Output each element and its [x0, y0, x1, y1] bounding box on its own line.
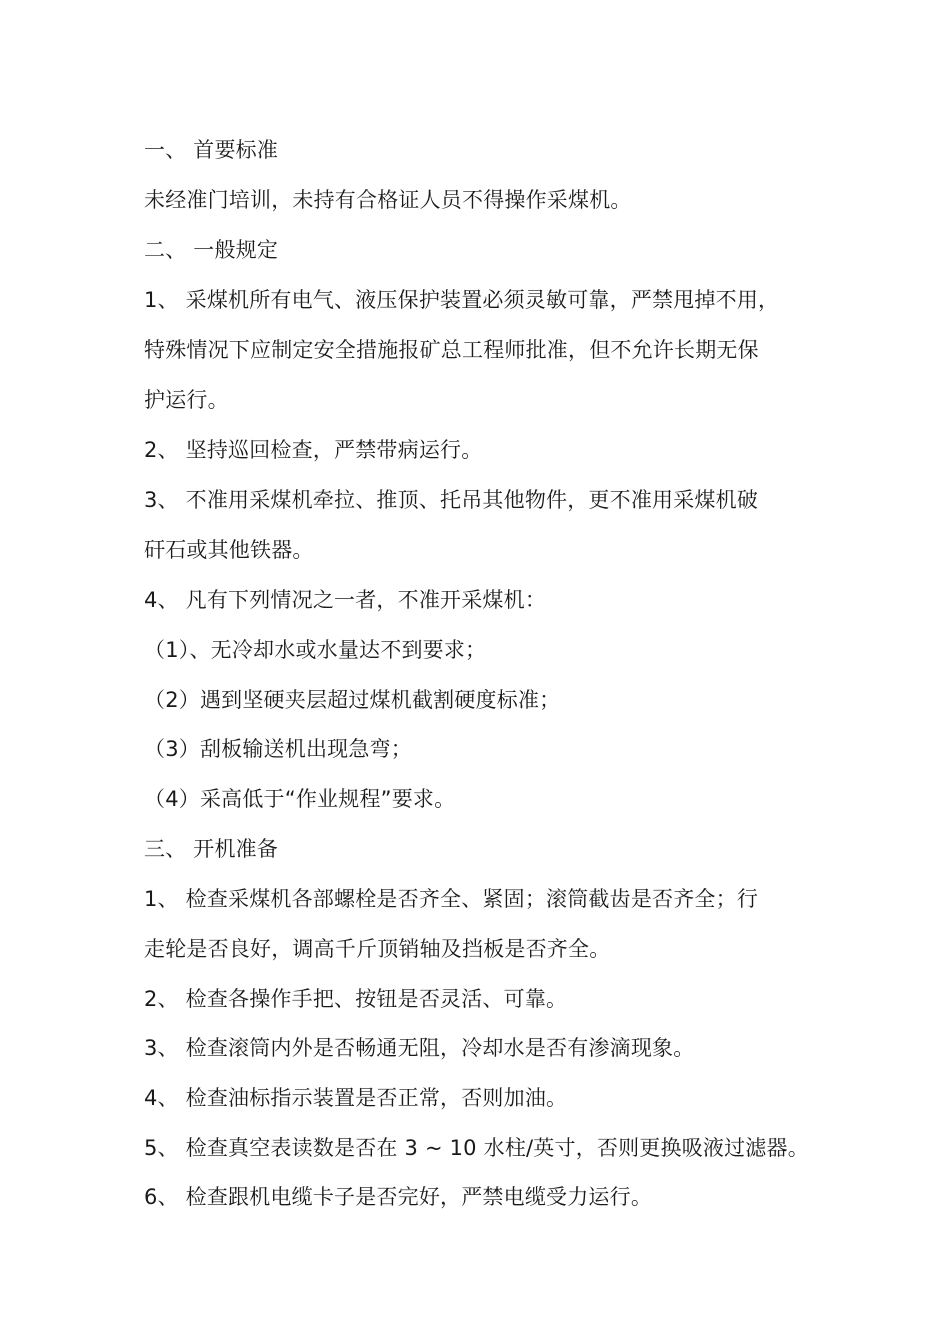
- list-item-continuation: 走轮是否良好，调高千斤顶销轴及挡板是否齐全。: [144, 937, 611, 961]
- list-item: 4、 检查油标指示装置是否正常，否则加油。: [144, 1086, 568, 1110]
- list-item-continuation: 特殊情况下应制定安全措施报矿总工程师批准，但不允许长期无保: [144, 338, 759, 362]
- list-item: 3、 检查滚筒内外是否畅通无阻，冷却水是否有渗滴现象。: [144, 1036, 695, 1060]
- sub-list-item: （1）、无冷却水或水量达不到要求；: [144, 638, 487, 662]
- list-item: 2、 检查各操作手把、按钮是否灵活、可靠。: [144, 987, 568, 1011]
- list-item: 1、 检查采煤机各部螺栓是否齐全、紧固；滚筒截齿是否齐全；行: [144, 887, 759, 911]
- list-item-continuation: 护运行。: [144, 388, 229, 412]
- list-item: 2、 坚持巡回检查，严禁带病运行。: [144, 438, 483, 462]
- list-item: 5、 检查真空表读数是否在 3 ~ 10 水柱/英寸，否则更换吸液过滤器。: [144, 1136, 809, 1160]
- list-item: 6、 检查跟机电缆卡子是否完好，严禁电缆受力运行。: [144, 1185, 653, 1209]
- sub-list-item: （2）遇到坚硬夹层超过煤机截割硬度标准；: [144, 688, 561, 712]
- section-heading-1: 一、 首要标准: [144, 138, 279, 162]
- paragraph: 未经准门培训，未持有合格证人员不得操作采煤机。: [144, 188, 632, 212]
- sub-list-item: （3）刮板输送机出现急弯；: [144, 737, 412, 761]
- list-item: 1、 采煤机所有电气、液压保护装置必须灵敏可靠，严禁甩掉不用，: [144, 288, 780, 312]
- list-item: 4、 凡有下列情况之一者，不准开采煤机：: [144, 588, 547, 612]
- list-item: 3、 不准用采煤机牵拉、推顶、托吊其他物件，更不准用采煤机破: [144, 488, 759, 512]
- sub-list-item: （4）采高低于“作业规程”要求。: [144, 787, 456, 811]
- list-item-continuation: 矸石或其他铁器。: [144, 538, 314, 562]
- section-heading-2: 二、 一般规定: [144, 238, 279, 262]
- section-heading-3: 三、 开机准备: [144, 837, 279, 861]
